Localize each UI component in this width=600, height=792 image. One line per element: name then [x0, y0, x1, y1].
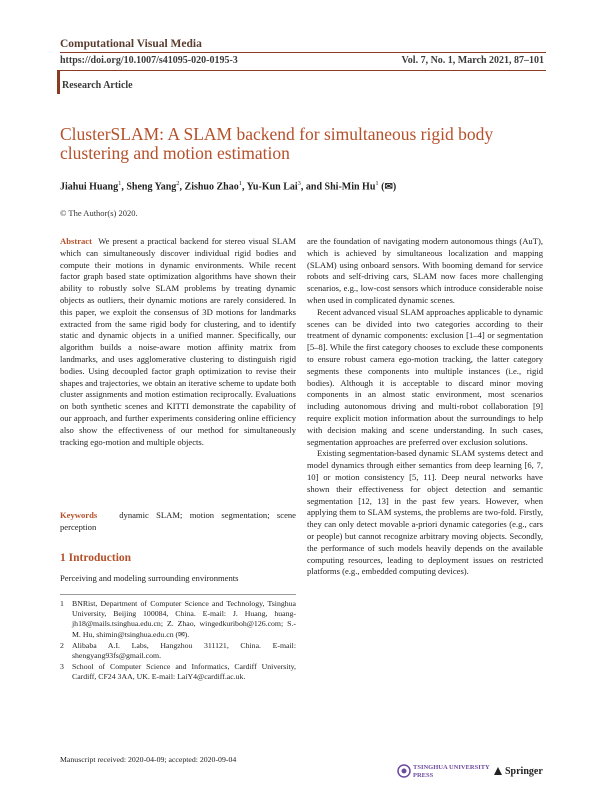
footnote-item: [60, 662, 296, 682]
abstract-block: [60, 236, 296, 448]
footnote-text: BNRist, Department of Computer Science and Technology, Tsinghua University, Beijing 100084, China. E-mail: J. Huang, huang-jh18@mails.tsinghua.edu.cn; Z. Zhao, wingedkuriboh@126.com; S.-M. Hu, shimin@tsinghua.edu.cn (✉).: [72, 599, 296, 639]
paragraph: Existing segmentation-based dynamic SLAM systems detect and model dynamics through either semantics from deep learning [6, 7, 10] or motion consistency [5, 11]. Deep neural networks have shown their effectiveness for object detection and semantic segmentation [12, 13] in the past few years. However, when applying them to SLAM systems, the problems are two-fold. Firstly, they can only detect movable a-priori dynamic categories (e.g., cars or people) but cannot recognize arbitrary moving objects. Secondly, the performance of such models heavily depends on the available computing resources, leading to deployment issues on restricted platforms (e.g., embedded computing devices).: [307, 448, 543, 577]
intro-first-line: Perceiving and modeling surrounding environments: [60, 573, 239, 583]
tsinghua-press-logo: TSINGHUA UNIVERSITY PRESS: [413, 764, 490, 779]
footnote-number: 2: [60, 640, 64, 650]
author-name: Jiahui Huang: [60, 181, 119, 193]
springer-logo: Springer: [505, 766, 543, 777]
keywords-block: [60, 510, 296, 534]
keywords-label: Keywords: [60, 510, 98, 520]
author-affiliation: 1: [238, 180, 242, 187]
author-name: Shi-Min Hu: [324, 181, 376, 193]
tsinghua-logo-icon: [397, 764, 411, 778]
footnote-number: 3: [60, 662, 64, 672]
footnote-text: Alibaba A.I. Labs, Hangzhou 311121, China. E-mail: shengyang93fs@gmail.com.: [72, 640, 296, 661]
article-type: Research Article: [62, 80, 133, 91]
paragraph: Recent advanced visual SLAM approaches applicable to dynamic scenes can be divided into two categories according to their treatment of dynamic components: exclusion [1–4] or segmentation [5–8]. While the first category chooses to exclude these components to ensure robust camera ego-motion tracking, the latter category segments these components into multiple instances (i.e., rigid bodies). Although it is acceptable to discard minor moving components in an almost static environment, most scenarios including autonomous driving and multi-robot collaboration [9] require explicit motion information about the surroundings to help with decision making and scene understanding. In such cases, segmentation approaches are preferred over exclusion solutions.: [307, 306, 543, 447]
author-affiliation: 2: [176, 180, 180, 187]
section-heading-introduction: 1 Introduction: [60, 552, 132, 564]
author-affiliation: 1: [375, 180, 379, 187]
corresponding-author-icon: (✉): [378, 181, 397, 193]
paper-title: ClusterSLAM: A SLAM backend for simultaneous rigid body clustering and motion estimation: [60, 124, 494, 163]
author-affiliation: 1: [118, 180, 122, 187]
journal-name: Computational Visual Media: [60, 38, 202, 50]
abstract-label: Abstract: [60, 236, 92, 246]
footnote-number: 1: [60, 599, 64, 608]
copyright: © The Author(s) 2020.: [60, 208, 138, 218]
footnote-rule: [60, 594, 296, 595]
abstract-text: We present a practical backend for stereo visual SLAM which can simultaneously discover individual rigid bodies and compute their motions in dynamic environments. While recent factor graph based state optimization algorithms have shown their ability to robustly solve SLAM problems by treating dynamic objects as outliers, their dynamic motions are rarely considered. In this paper, we exploit the consensus of 3D motions for landmarks extracted from the same rigid body for clustering, and to identify static and dynamic objects in a unified manner. Specifically, our algorithm builds a noise-aware motion affinity matrix from landmarks, and uses agglomerative clustering to distinguish rigid bodies. Using decoupled factor graph optimization to revise their shapes and trajectories, we obtain an iterative scheme to update both cluster assignments and motion estimation reciprocally. Evaluations on both synthetic scenes and KITTI demonstrate the capability of our approach, and further experiments considering online efficiency also show the effectiveness of our method for simultaneously tracking ego-motion and multiple objects.: [60, 236, 296, 447]
author-name: Zishuo Zhao: [184, 181, 239, 193]
author-list: Jiahui Huang$^1$, Sheng Yang$^2$, Zishuo Zhao$^1$, Yu-Kun Lai$^3$, and Shi-Min Hu$^1$ (✉): [60, 180, 397, 193]
volume-info: Vol. 7, No. 1, March 2021, 87–101: [401, 55, 544, 66]
footnote-item: [60, 641, 296, 661]
intro-body-right: [307, 236, 543, 578]
author-affiliation: 3: [297, 180, 301, 187]
author-name: Yu-Kun Lai: [246, 181, 298, 193]
keywords-text: dynamic SLAM; motion segmentation; scene perception: [60, 510, 296, 532]
article-type-bar: [57, 70, 60, 94]
header-rule-top: [60, 52, 546, 53]
header-rule-bottom: [60, 70, 546, 71]
doi-link[interactable]: https://doi.org/10.1007/s41095-020-0195-3: [60, 55, 238, 66]
springer-logo-icon: [492, 765, 504, 777]
paragraph: are the foundation of navigating modern autonomous things (AuT), which is achieved by simultaneous localization and mapping (SLAM) using onboard sensors. With booming demand for service robots and self-driving cars, SLAM now faces more challenging scenarios, e.g., low-cost sensors which introduce considerable noise when used in complicated dynamic scenes.: [307, 236, 543, 305]
footnote-item: [60, 599, 296, 640]
footnotes: [60, 599, 296, 684]
author-name: Sheng Yang: [126, 181, 177, 193]
manuscript-dates: Manuscript received: 2020-04-09; accepted: 2020-09-04: [60, 755, 237, 764]
footnote-text: School of Computer Science and Informatics, Cardiff University, Cardiff, CF24 3AA, UK. E-mail: LaiY4@cardiff.ac.uk.: [72, 662, 296, 682]
